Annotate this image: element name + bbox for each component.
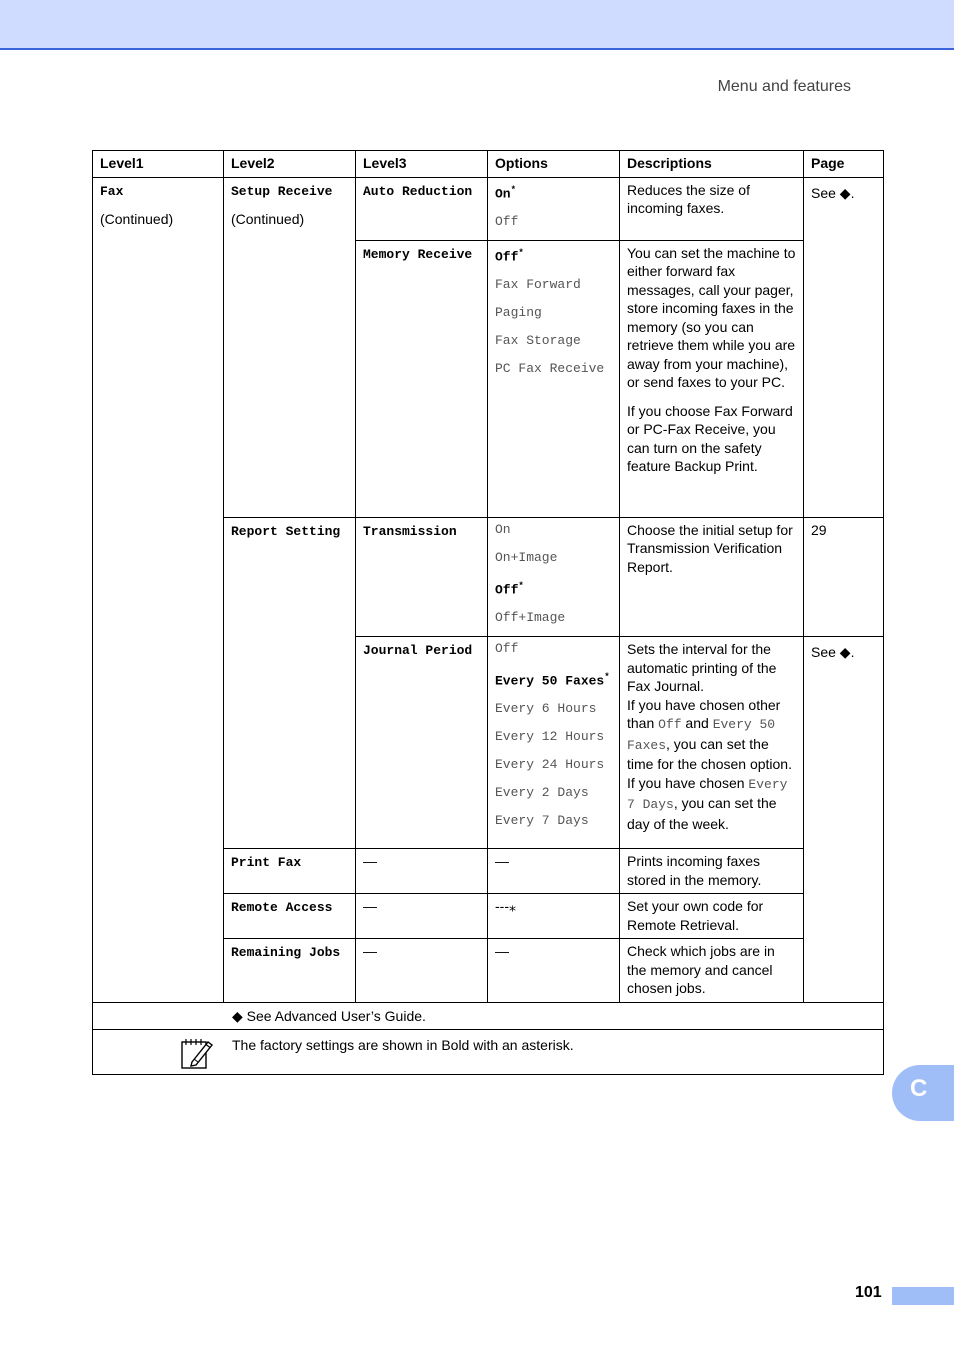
option: Off xyxy=(495,213,519,229)
option: Fax Storage xyxy=(495,333,581,349)
level3-cell: — xyxy=(356,939,488,1003)
option: Fax Forward xyxy=(495,277,581,293)
chapter-tab xyxy=(892,1065,954,1121)
option-default: Every 50 Faxes* xyxy=(495,672,610,689)
option-default: On* xyxy=(495,184,517,201)
footnote: ◆ See Advanced User’s Guide. xyxy=(93,1002,884,1030)
chapter-tab-label: C xyxy=(910,1075,928,1102)
option: Off xyxy=(495,641,519,657)
column-header: Level1 xyxy=(93,151,224,178)
level3-cell xyxy=(356,637,488,849)
option: PC Fax Receive xyxy=(495,361,605,377)
level1-name: Fax xyxy=(100,183,124,199)
level3-cell xyxy=(356,240,488,517)
option-default: Off* xyxy=(495,580,524,598)
level2-name: Print Fax xyxy=(231,855,302,871)
level3-name: Transmission xyxy=(363,523,457,539)
table-header-row xyxy=(93,151,884,178)
level3-name: Auto Reduction xyxy=(363,183,473,199)
note-pencil-icon xyxy=(180,1036,214,1070)
description-cell xyxy=(620,240,804,517)
description-text: You can set the machine to either forward fax messages, call your pager, store incoming faxes in the memory (so you can retrieve them while you are away from your machine), or send faxes to your PC. xyxy=(627,244,796,391)
level3-name: Journal Period xyxy=(363,643,473,659)
level2-name: Setup Receive xyxy=(231,183,333,199)
description-cell: Check which jobs are in the memory and cancel chosen jobs. xyxy=(620,939,804,1003)
table-row xyxy=(93,177,884,240)
continued-label: (Continued) xyxy=(231,211,305,227)
level1-cell xyxy=(93,177,224,1002)
page-cell: 29 xyxy=(804,517,884,636)
description-cell xyxy=(620,637,804,849)
option: Every 24 Hours xyxy=(495,757,605,773)
option: Every 6 Hours xyxy=(495,701,597,717)
options-cell: — xyxy=(488,939,620,1003)
options-cell xyxy=(488,637,620,849)
level3-cell xyxy=(356,177,488,240)
column-header: Level3 xyxy=(356,151,488,178)
level3-cell: — xyxy=(356,849,488,894)
description-text: If you choose Fax Forward or PC-Fax Receive, you can turn on the safety feature Backup Print. xyxy=(627,402,793,475)
level2-name: Remote Access xyxy=(231,900,333,916)
description-cell: Choose the initial setup for Transmission Verification Report. xyxy=(620,517,804,636)
description-cell: Set your own code for Remote Retrieval. xyxy=(620,894,804,939)
page-number-bar xyxy=(892,1287,954,1305)
description-cell: Prints incoming faxes stored in the memory. xyxy=(620,849,804,894)
level2-cell xyxy=(224,939,356,1003)
option: Every 12 Hours xyxy=(495,729,605,745)
level3-cell xyxy=(356,517,488,636)
column-header: Descriptions xyxy=(620,151,804,178)
column-header: Options xyxy=(488,151,620,178)
note-text: The factory settings are shown in Bold with an asterisk. xyxy=(232,1037,574,1054)
description-text: If you have chosen other than Off and Every 50 Faxes, you can set the time for the chosen option. xyxy=(627,696,792,773)
top-banner xyxy=(0,0,954,50)
level3-cell: — xyxy=(356,894,488,939)
description-text: Sets the interval for the automatic printing of the Fax Journal. xyxy=(627,641,777,695)
options-cell: — xyxy=(488,849,620,894)
page-cell: See ◆. xyxy=(804,177,884,517)
options-cell xyxy=(488,177,620,240)
section-title: Menu and features xyxy=(717,78,851,95)
options-cell xyxy=(488,517,620,636)
level2-cell xyxy=(224,894,356,939)
option: Off+Image xyxy=(495,610,566,626)
level2-cell xyxy=(224,849,356,894)
footnote-row xyxy=(93,1002,884,1030)
description-cell: Reduces the size of incoming faxes. xyxy=(620,177,804,240)
level2-name: Report Setting xyxy=(231,523,341,539)
column-header: Level2 xyxy=(224,151,356,178)
description-text: If you have chosen Every 7 Days, you can set the day of the week. xyxy=(627,774,788,832)
continued-label: (Continued) xyxy=(100,211,174,227)
note-row xyxy=(93,1030,884,1075)
option: On+Image xyxy=(495,549,558,565)
option: Paging xyxy=(495,305,542,321)
note-cell xyxy=(93,1030,884,1075)
level3-name: Memory Receive xyxy=(363,246,473,262)
option-default: Off* xyxy=(495,247,524,265)
options-cell: ---⁎ xyxy=(488,894,620,939)
page-cell: See ◆. xyxy=(804,637,884,1003)
level2-name: Remaining Jobs xyxy=(231,945,341,961)
option: Every 2 Days xyxy=(495,785,589,801)
option: On xyxy=(495,521,511,537)
option: Every 7 Days xyxy=(495,813,589,829)
column-header: Page xyxy=(804,151,884,178)
level2-cell xyxy=(224,177,356,517)
page-number: 101 xyxy=(855,1284,882,1301)
menu-table xyxy=(92,150,884,1075)
level2-cell xyxy=(224,517,356,848)
options-cell xyxy=(488,240,620,517)
